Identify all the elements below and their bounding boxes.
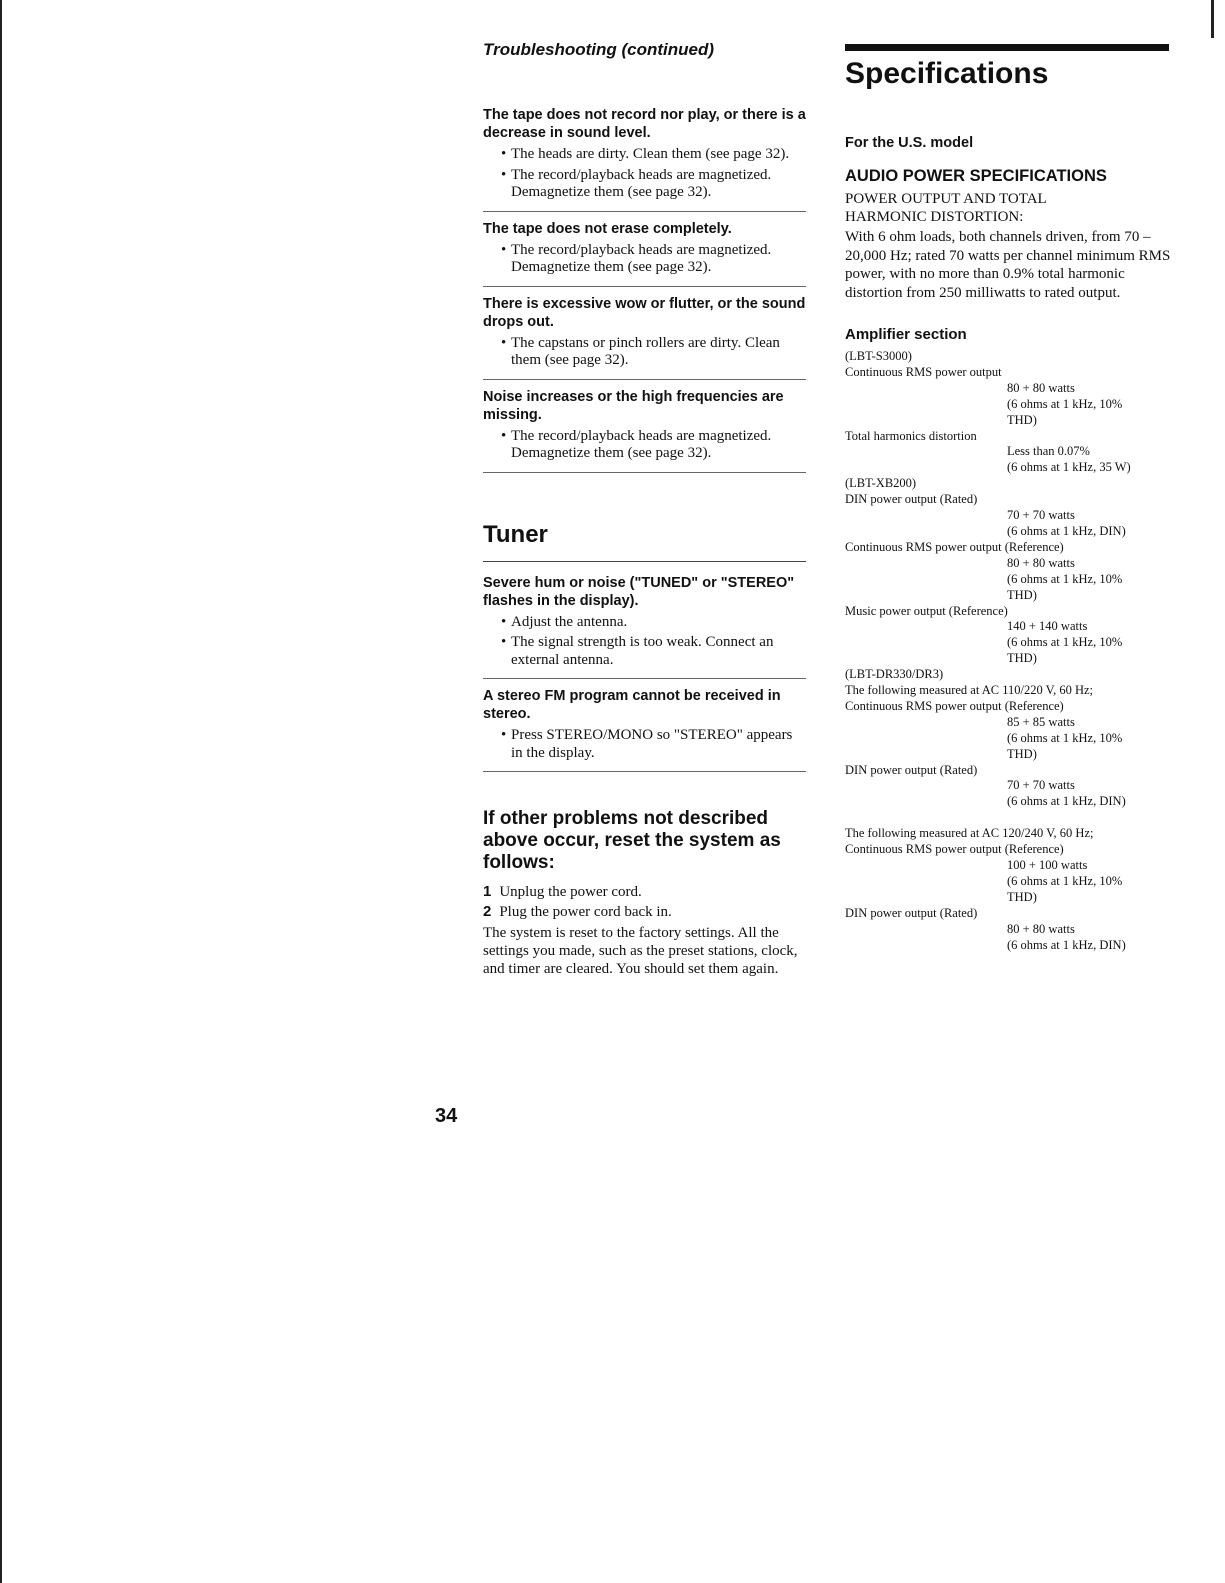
tuner-problems (483, 574, 806, 773)
amplifier-section-heading: Amplifier section (845, 326, 967, 343)
problem-title: The tape does not record nor play, or there is a decrease in sound level. (483, 107, 806, 141)
problem-title: The tape does not erase completely. (483, 220, 732, 237)
spec-label: Music power output (Reference) (845, 603, 1008, 618)
bullet-item: • The heads are dirty. Clean them (see page 32). (483, 146, 806, 164)
spec-value: (6 ohms at 1 kHz, 10% (1007, 635, 1123, 650)
audio-power-body: With 6 ohm loads, both channels driven, from 70 – 20,000 Hz; rated 70 watts per channel minimum RMS power, with no more than 0.9% total harmonic distortion from 250 milliwatts to rated output. (845, 229, 1171, 301)
bullet-item: • The record/playback heads are magnetized. Demagnetize them (see page 32). (483, 428, 806, 463)
bullet-item: • Adjust the antenna. (483, 614, 806, 632)
spec-label: Continuous RMS power output (Reference) (845, 842, 1064, 857)
spec-value: 80 + 80 watts (1007, 380, 1075, 395)
spec-value: 70 + 70 watts (1007, 508, 1075, 523)
spec-value: THD) (1007, 651, 1037, 666)
reset-title: If other problems not described above occur, reset the system as follows: (483, 808, 781, 873)
amplifier-spec-list (845, 349, 1175, 954)
tape-problems (483, 106, 806, 473)
spec-value: 70 + 70 watts (1007, 778, 1075, 793)
bullet-item: • The record/playback heads are magnetized. Demagnetize them (see page 32). (483, 242, 806, 277)
bullet-item: • The signal strength is too weak. Connect an external antenna. (483, 634, 806, 669)
spec-value: 140 + 140 watts (1007, 619, 1088, 634)
spec-label: Continuous RMS power output (Reference) (845, 539, 1064, 554)
spec-label: Continuous RMS power output (Reference) (845, 698, 1064, 713)
spec-value: (6 ohms at 1 kHz, DIN) (1007, 523, 1126, 538)
scan-edge-right (1211, 0, 1214, 38)
reset-steps (483, 882, 806, 922)
spec-value: (6 ohms at 1 kHz, 10% (1007, 396, 1123, 411)
page-number: 34 (435, 1105, 458, 1127)
right-column (845, 44, 1175, 954)
model-name: (LBT-DR330/DR3) (845, 667, 944, 682)
model-name: (LBT-S3000) (845, 349, 912, 363)
spec-label: Total harmonics distortion (845, 428, 977, 443)
spec-value: (6 ohms at 1 kHz, 10% (1007, 730, 1123, 745)
problem-title: Noise increases or the high frequencies are missing. (483, 388, 784, 423)
spec-value: (6 ohms at 1 kHz, 35 W) (1007, 460, 1131, 475)
spec-label: DIN power output (Rated) (845, 905, 978, 920)
spec-label: Continuous RMS power output (845, 364, 1002, 379)
step-item (483, 882, 806, 902)
spec-value: Less than 0.07% (1007, 444, 1090, 459)
problem-item (483, 220, 806, 287)
step-item (483, 902, 806, 922)
spec-value: (6 ohms at 1 kHz, 10% (1007, 874, 1123, 888)
spec-value: THD) (1007, 412, 1037, 427)
spec-label: The following measured at AC 110/220 V, 60 Hz; (845, 683, 1094, 698)
step-text: Plug the power cord back in. (499, 904, 672, 920)
step-text: Unplug the power cord. (499, 884, 642, 900)
step-number: 2 (483, 903, 492, 920)
spec-value: 100 + 100 watts (1007, 858, 1088, 873)
spec-label: The following measured at AC 120/240 V, 60 Hz; (845, 826, 1094, 841)
spec-label: DIN power output (Rated) (845, 762, 978, 777)
left-column (483, 40, 806, 978)
spec-value: THD) (1007, 746, 1037, 761)
specifications-title: Specifications (845, 57, 1049, 90)
title-rule (845, 44, 1169, 51)
tuner-section-title: Tuner (483, 521, 806, 562)
problem-item (483, 388, 806, 473)
problem-item (483, 295, 806, 380)
model-name: (LBT-XB200) (845, 476, 917, 491)
spec-value: THD) (1007, 889, 1037, 904)
spec-value: 85 + 85 watts (1007, 714, 1075, 729)
problem-item (483, 687, 806, 772)
problem-title: Severe hum or noise ("TUNED" or "STEREO" flashes in the display). (483, 574, 795, 609)
scan-edge-left (0, 0, 2, 1583)
audio-power-heading: AUDIO POWER SPECIFICATIONS (845, 167, 1107, 185)
spec-label: DIN power output (Rated) (845, 492, 978, 507)
spec-value: 80 + 80 watts (1007, 921, 1075, 936)
spec-value: (6 ohms at 1 kHz, 10% (1007, 571, 1123, 586)
spec-value: (6 ohms at 1 kHz, DIN) (1007, 794, 1126, 809)
spec-value: (6 ohms at 1 kHz, DIN) (1007, 937, 1126, 952)
bullet-item: • The capstans or pinch rollers are dirty. Clean them (see page 32). (483, 335, 806, 370)
problem-title: A stereo FM program cannot be received in stereo. (483, 688, 781, 722)
running-head: Troubleshooting (continued) (483, 40, 715, 59)
spec-value: 80 + 80 watts (1007, 555, 1075, 570)
problem-item (483, 574, 806, 680)
bullet-item: • The record/playback heads are magnetized. Demagnetize them (see page 32). (483, 167, 806, 202)
spec-value: THD) (1007, 587, 1037, 602)
step-number: 1 (483, 883, 492, 900)
audio-power-subheading: POWER OUTPUT AND TOTAL HARMONIC DISTORTION: (845, 191, 1047, 225)
reset-body: The system is reset to the factory settings. All the settings you made, such as the preset stations, clock, and timer are cleared. You should set them again. (483, 925, 798, 977)
model-label: For the U.S. model (845, 135, 974, 151)
bullet-item: • Press STEREO/MONO so "STEREO" appears in the display. (483, 727, 806, 762)
problem-title: There is excessive wow or flutter, or the sound drops out. (483, 295, 806, 330)
problem-item (483, 106, 806, 212)
